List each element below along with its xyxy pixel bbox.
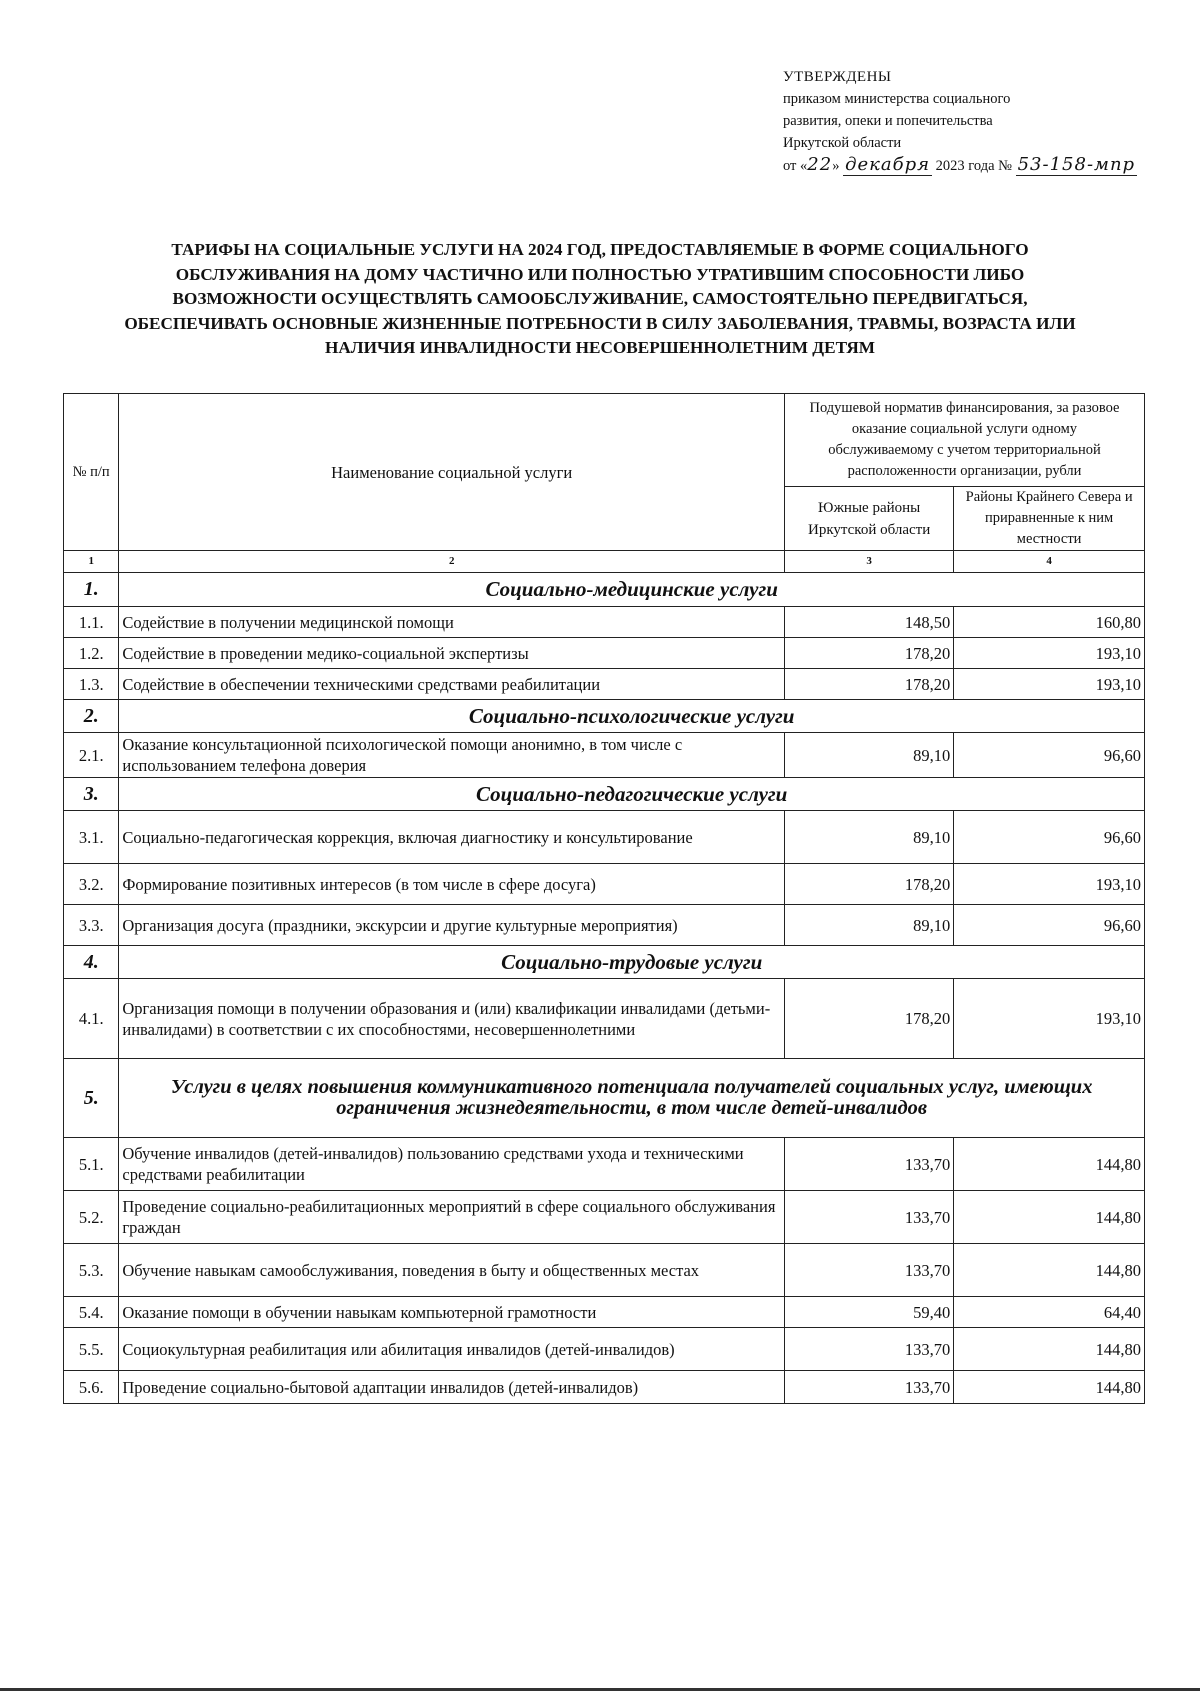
tariff-north: 96,60: [954, 905, 1145, 946]
service-row: [64, 1191, 1145, 1244]
service-name: Оказание консультационной психологической помощи анонимно, в том числе с использованием телефона доверия: [119, 733, 785, 778]
tariff-south: 148,50: [785, 607, 954, 638]
service-row: [64, 979, 1145, 1059]
section-title: Социально-педагогические услуги: [119, 778, 1145, 811]
approval-line-order: приказом министерства социального: [783, 91, 1011, 107]
service-number: 5.2.: [64, 1191, 119, 1244]
service-name: Оказание помощи в обучении навыкам компьютерной грамотности: [119, 1297, 785, 1328]
column-number-4: 4: [954, 551, 1145, 573]
tariff-south: 89,10: [785, 733, 954, 778]
service-number: 4.1.: [64, 979, 119, 1059]
tariff-south: 178,20: [785, 864, 954, 905]
section-number: 4.: [64, 946, 119, 979]
section-row: [64, 778, 1145, 811]
approval-date-line: [783, 154, 1183, 177]
section-title: Услуги в целях повышения коммуникативного потенциала получателей социальных услуг, имеющих ограничения жизнедеятельности, в том числе детей-инвалидов: [119, 1059, 1145, 1138]
service-row: [64, 1328, 1145, 1371]
service-name: Обучение инвалидов (детей-инвалидов) пользованию средствами ухода и техническими средствами реабилитации: [119, 1138, 785, 1191]
header-north: Районы Крайнего Севера и приравненные к ним местности: [954, 487, 1145, 551]
column-number-2: 2: [119, 551, 785, 573]
approval-block: [783, 66, 1183, 177]
tariff-south: 133,70: [785, 1191, 954, 1244]
document-title: ТАРИФЫ НА СОЦИАЛЬНЫЕ УСЛУГИ НА 2024 ГОД, ПРЕДОСТАВЛЯЕМЫЕ В ФОРМЕ СОЦИАЛЬНОГО ОБСЛУЖИВАНИЯ НА ДОМУ ЧАСТИЧНО ИЛИ ПОЛНОСТЬЮ УТРАТИВШИМ СПОСОБНОСТИ ЛИБО ВОЗМОЖНОСТИ ОСУЩЕСТВЛЯТЬ САМООБСЛУЖИВАНИЕ, САМОСТОЯТЕЛЬНО ПЕРЕДВИГАТЬСЯ, ОБЕСПЕЧИВАТЬ ОСНОВНЫЕ ЖИЗНЕННЫЕ ПОТРЕБНОСТИ В СИЛУ ЗАБОЛЕВАНИЯ, ТРАВМЫ, ВОЗРАСТА ИЛИ НАЛИЧИЯ ИНВАЛИДНОСТИ НЕСОВЕРШЕННОЛЕТНИМ ДЕТЯМ: [124, 240, 1076, 357]
tariff-north: 144,80: [954, 1328, 1145, 1371]
service-number: 1.2.: [64, 638, 119, 669]
section-title: Социально-психологические услуги: [119, 700, 1145, 733]
tariff-south: 178,20: [785, 638, 954, 669]
tariff-north: 193,10: [954, 669, 1145, 700]
tariff-south: 133,70: [785, 1244, 954, 1297]
service-name: Формирование позитивных интересов (в том числе в сфере досуга): [119, 864, 785, 905]
service-number: 5.5.: [64, 1328, 119, 1371]
service-row: [64, 669, 1145, 700]
service-name: Обучение навыкам самообслуживания, поведения в быту и общественных местах: [119, 1244, 785, 1297]
section-row: [64, 1059, 1145, 1138]
service-row: [64, 1244, 1145, 1297]
approval-line-ministry: развития, опеки и попечительства: [783, 113, 993, 129]
service-name: Проведение социально-бытовой адаптации инвалидов (детей-инвалидов): [119, 1371, 785, 1404]
tariff-north: 144,80: [954, 1371, 1145, 1404]
tariff-north: 193,10: [954, 864, 1145, 905]
service-row: [64, 1371, 1145, 1404]
tariff-south: 89,10: [785, 905, 954, 946]
section-title: Социально-трудовые услуги: [119, 946, 1145, 979]
service-row: [64, 905, 1145, 946]
section-number: 1.: [64, 573, 119, 607]
date-suffix: 2023 года №: [935, 158, 1012, 174]
header-row-top: [64, 394, 1145, 487]
header-south: Южные районы Иркутской области: [785, 487, 954, 551]
service-row: [64, 733, 1145, 778]
service-row: [64, 811, 1145, 864]
tariff-north: 144,80: [954, 1244, 1145, 1297]
service-number: 1.1.: [64, 607, 119, 638]
service-row: [64, 638, 1145, 669]
tariff-south: 133,70: [785, 1371, 954, 1404]
service-number: 5.4.: [64, 1297, 119, 1328]
section-number: 3.: [64, 778, 119, 811]
service-number: 3.3.: [64, 905, 119, 946]
date-day-handwritten: 22: [807, 154, 833, 175]
tariff-south: 133,70: [785, 1138, 954, 1191]
tariff-south: 89,10: [785, 811, 954, 864]
approval-line-region: Иркутской области: [783, 135, 902, 151]
header-num: № п/п: [64, 394, 119, 551]
bottom-scan-edge-line: [0, 1688, 1200, 1691]
service-name: Социокультурная реабилитация или абилитация инвалидов (детей-инвалидов): [119, 1328, 785, 1371]
service-name: Содействие в получении медицинской помощи: [119, 607, 785, 638]
service-number: 3.1.: [64, 811, 119, 864]
service-number: 5.3.: [64, 1244, 119, 1297]
service-row: [64, 607, 1145, 638]
date-prefix: от «: [783, 158, 808, 174]
service-name: Содействие в обеспечении техническими средствами реабилитации: [119, 669, 785, 700]
section-number: 2.: [64, 700, 119, 733]
service-row: [64, 864, 1145, 905]
tariff-north: 96,60: [954, 733, 1145, 778]
service-name: Социально-педагогическая коррекция, включая диагностику и консультирование: [119, 811, 785, 864]
tariff-north: 193,10: [954, 979, 1145, 1059]
tariff-north: 193,10: [954, 638, 1145, 669]
approval-heading: УТВЕРЖДЕНЫ: [783, 69, 892, 85]
tariff-north: 96,60: [954, 811, 1145, 864]
tariff-north: 160,80: [954, 607, 1145, 638]
service-number: 1.3.: [64, 669, 119, 700]
tariff-south: 178,20: [785, 979, 954, 1059]
tariff-south: 59,40: [785, 1297, 954, 1328]
date-month-handwritten: декабря: [845, 154, 931, 175]
tariff-north: 144,80: [954, 1138, 1145, 1191]
tariffs-table: [63, 393, 1145, 1404]
tariff-north: 144,80: [954, 1191, 1145, 1244]
service-row: [64, 1138, 1145, 1191]
column-number-row: [64, 551, 1145, 573]
service-number: 5.6.: [64, 1371, 119, 1404]
order-number-handwritten: 53-158-мпр: [1017, 154, 1136, 175]
service-name: Организация помощи в получении образования и (или) квалификации инвалидами (детьми-инвалидами) в соответствии с их способностями, несовершеннолетними: [119, 979, 785, 1059]
service-name: Проведение социально-реабилитационных мероприятий в сфере социального обслуживания граждан: [119, 1191, 785, 1244]
header-service-name: Наименование социальной услуги: [119, 394, 785, 551]
section-row: [64, 700, 1145, 733]
section-row: [64, 573, 1145, 607]
tariff-north: 64,40: [954, 1297, 1145, 1328]
service-name: Содействие в проведении медико-социальной экспертизы: [119, 638, 785, 669]
service-number: 3.2.: [64, 864, 119, 905]
section-number: 5.: [64, 1059, 119, 1138]
date-mid: »: [832, 158, 840, 174]
header-norm: Подушевой норматив финансирования, за разовое оказание социальной услуги одному обслуживаемому с учетом территориальной расположенности организации, рубли: [785, 394, 1145, 487]
column-number-3: 3: [785, 551, 954, 573]
tariff-south: 133,70: [785, 1328, 954, 1371]
column-number-1: 1: [64, 551, 119, 573]
service-number: 5.1.: [64, 1138, 119, 1191]
tariff-south: 178,20: [785, 669, 954, 700]
section-title: Социально-медицинские услуги: [119, 573, 1145, 607]
service-row: [64, 1297, 1145, 1328]
service-number: 2.1.: [64, 733, 119, 778]
section-row: [64, 946, 1145, 979]
service-name: Организация досуга (праздники, экскурсии и другие культурные мероприятия): [119, 905, 785, 946]
